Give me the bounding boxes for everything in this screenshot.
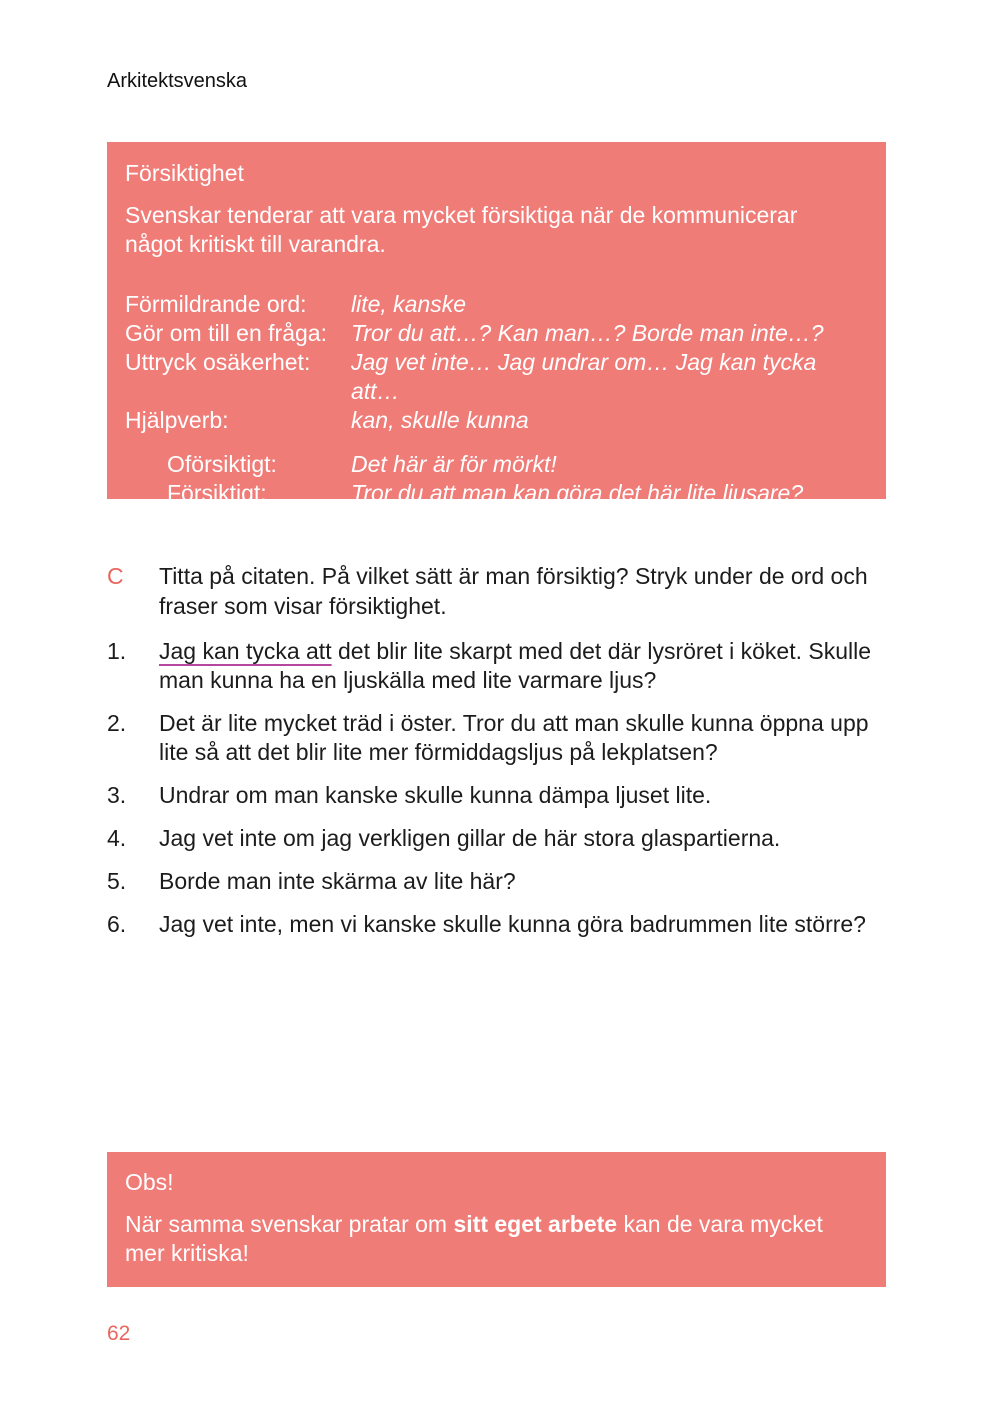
item-text: Jag vet inte, men vi kanske skulle kunna göra badrummen lite större?: [159, 911, 866, 937]
item-text: Borde man inte skärma av lite här?: [159, 868, 516, 894]
note-text: [125, 1210, 860, 1268]
quote-list: [107, 637, 897, 939]
tip-row: [125, 406, 868, 435]
tips-list: [125, 290, 868, 435]
exercise-c: [107, 561, 897, 953]
tip-value: lite, kanske: [351, 291, 467, 317]
tip-label: Förmildrande ord:: [125, 291, 307, 317]
exercise-question: Titta på citaten. På vilket sätt är man försiktig? Stryk under de ord och fraser som visar försiktighet.: [159, 563, 868, 619]
info-box-note: [107, 1152, 886, 1287]
info-box-caution: [107, 142, 886, 506]
list-item: [107, 867, 897, 896]
tip-label: Uttryck osäkerhet:: [125, 349, 311, 375]
running-header: Arkitektsvenska: [107, 70, 248, 92]
note-text-bold: sitt eget arbete: [453, 1211, 618, 1237]
note-text-before: När samma svenskar pratar om: [125, 1211, 454, 1237]
list-item: [107, 781, 897, 810]
note-title: Obs!: [125, 1169, 174, 1195]
item-text: Det är lite mycket träd i öster. Tror du att man skulle kunna öppna upp lite så att det blir lite mer förmiddagsljus på lekplatsen?: [159, 710, 869, 765]
example-row: [125, 479, 868, 508]
underlined-phrase: Jag kan tycka att: [159, 638, 332, 664]
tip-row: [125, 290, 868, 319]
item-number: 1.: [107, 638, 127, 664]
tip-label: Gör om till en fråga:: [125, 320, 327, 346]
example-label: Oförsiktigt:: [167, 451, 277, 477]
item-text: Jag vet inte om jag verkligen gillar de här stora glaspartierna.: [159, 825, 781, 851]
example-row: [125, 450, 868, 479]
item-number: 2.: [107, 710, 127, 736]
exercise-heading: [107, 561, 897, 621]
info-box-title: Försiktighet: [125, 160, 244, 186]
tip-label: Hjälpverb:: [125, 407, 229, 433]
tip-row: [125, 319, 868, 348]
examples-list: [125, 450, 868, 508]
item-number: 3.: [107, 782, 127, 808]
list-item: [107, 910, 897, 939]
list-item: [107, 824, 897, 853]
item-number: 5.: [107, 868, 127, 894]
page-number: 62: [107, 1322, 131, 1345]
list-item: [107, 709, 897, 767]
item-text: [159, 637, 889, 695]
example-label: Försiktigt:: [167, 480, 267, 506]
tip-value: kan, skulle kunna: [351, 407, 529, 433]
example-value: Tror du att man kan göra det här lite ljusare?: [351, 480, 804, 506]
tip-row: [125, 348, 868, 406]
list-item: [107, 637, 897, 695]
info-box-intro: Svenskar tenderar att vara mycket försiktiga när de kommunicerar något kritiskt till varandra.: [125, 202, 798, 257]
item-text: Undrar om man kanske skulle kunna dämpa ljuset lite.: [159, 782, 712, 808]
item-text-rest: det blir lite skarpt med det där lysröret i köket. Skulle man kunna ha en ljuskälla med lite varmare ljus?: [159, 638, 872, 693]
tip-value: Jag vet inte… Jag undrar om… Jag kan tycka att…: [351, 349, 817, 404]
item-number: 6.: [107, 911, 127, 937]
exercise-letter: C: [107, 563, 124, 589]
tip-value: Tror du att…? Kan man…? Borde man inte…?: [351, 320, 824, 346]
note-text-after: kan de vara mycket mer kritiska!: [125, 1211, 823, 1266]
item-number: 4.: [107, 825, 127, 851]
example-value: Det här är för mörkt!: [351, 451, 557, 477]
